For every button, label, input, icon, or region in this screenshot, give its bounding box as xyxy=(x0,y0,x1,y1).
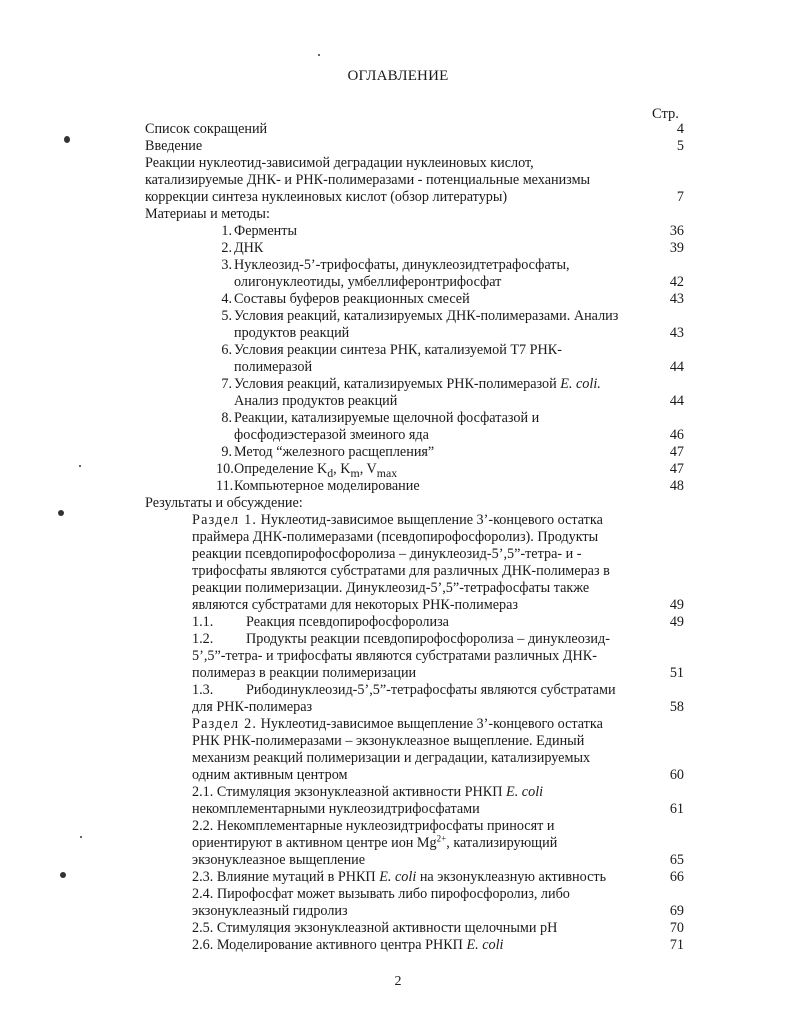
toc-entry-abbreviations: Список сокращений 4 xyxy=(145,121,684,137)
toc-page-number: 42 xyxy=(669,274,684,290)
toc-page-number: 5 xyxy=(676,138,684,154)
toc-entry-section-2-cont: механизм реакций полимеризации и деградации, катализируемых xyxy=(192,750,591,766)
toc-entry-1-2-cont: 5’,5”-тетра- и трифосфаты являются субстратами различных ДНК- xyxy=(192,648,597,664)
toc-entry-section-2-cont: одним активным центром 60 xyxy=(192,767,684,783)
scan-speck xyxy=(58,510,64,516)
toc-entry-method-8: 8. Реакции, катализируемые щелочной фосфатазой и xyxy=(221,410,540,426)
scan-speck xyxy=(318,54,320,56)
toc-entry-review: Реакции нуклеотид-зависимой деградации нуклеиновых кислот, xyxy=(145,155,534,171)
toc-entry-section-2-cont: РНК РНК-полимеразами – экзонуклеазное выщепление. Единый xyxy=(192,733,585,749)
toc-entry-method-7-cont: Анализ продуктов реакций 44 xyxy=(234,393,684,409)
toc-entry-2-3: 2.3. Влияние мутаций в РНКП E. coli на экзонуклеазную активность 66 xyxy=(192,869,684,885)
toc-page-number: 43 xyxy=(669,291,684,307)
toc-entry-methods: Материаы и методы: xyxy=(145,206,270,222)
toc-page-number: 44 xyxy=(669,393,684,409)
toc-entry-method-1: 1. Ферменты 36 xyxy=(221,223,684,239)
toc-entry-section-2: Раздел 2. Нуклеотид-зависимое выщепление 3’-концевого остатка xyxy=(192,716,603,732)
toc-entry-1-1: 1.1. Реакция псевдопирофосфоролиза 49 xyxy=(192,614,684,630)
scan-speck xyxy=(60,872,66,878)
toc-page-number: 36 xyxy=(669,223,684,239)
toc-entry-review-cont: коррекции синтеза нуклеиновых кислот (обзор литературы) 7 xyxy=(145,189,684,205)
toc-page-number: 44 xyxy=(669,359,684,375)
toc-page-number: 43 xyxy=(669,325,684,341)
toc-page-number: 51 xyxy=(669,665,684,681)
scan-speck xyxy=(64,136,70,143)
toc-page-number: 60 xyxy=(669,767,684,783)
toc-entry-method-5-cont: продуктов реакций 43 xyxy=(234,325,684,341)
toc-entry-2-6: 2.6. Моделирование активного центра РНКП E. coli 71 xyxy=(192,937,684,953)
toc-entry-section-1-cont: трифосфаты являются субстратами для различных ДНК-полимераз в xyxy=(192,563,610,579)
toc-page-number: 70 xyxy=(669,920,684,936)
toc-entry-method-7: 7. Условия реакций, катализируемых РНК-полимеразой E. coli. xyxy=(221,376,601,392)
toc-page-number: 69 xyxy=(669,903,684,919)
toc-page-number: 49 xyxy=(669,614,684,630)
toc-entry-method-3: 3. Нуклеозид-5’-трифосфаты, динуклеозидтетрафосфаты, xyxy=(221,257,570,273)
toc-page-number: 58 xyxy=(669,699,684,715)
toc-page-number: 47 xyxy=(669,444,684,460)
toc-page-number: 71 xyxy=(669,937,684,953)
toc-entry-method-10: 10. Определение $K_d$, $K_m$, $V_{max}$ 47 xyxy=(216,461,684,480)
toc-entry-2-4: 2.4. Пирофосфат может вызывать либо пирофосфоролиз, либо xyxy=(192,886,570,902)
page-title: ОГЛАВЛЕНИЕ xyxy=(347,68,449,84)
toc-page-number: 39 xyxy=(669,240,684,256)
toc-entry-section-1-cont: праймера ДНК-полимеразами (псевдопирофосфоролиз). Продукты xyxy=(192,529,599,545)
toc-entry-2-1: 2.1. Стимуляция экзонуклеазной активности РНКП E. coli xyxy=(192,784,544,800)
toc-entry-introduction: Введение 5 xyxy=(145,138,684,154)
toc-entry-method-3-cont: олигонуклеотиды, умбеллиферонтрифосфат 42 xyxy=(234,274,684,290)
scan-speck xyxy=(79,465,81,467)
toc-entry-review-cont: катализируемые ДНК- и РНК-полимеразами - потенциальные механизмы xyxy=(145,172,591,188)
toc-page-number: 48 xyxy=(669,478,684,494)
toc-entry-2-2-cont: ориентируют в активном центре ион $Mg^{2+}$, катализирующий xyxy=(192,833,558,851)
toc-entry-method-4: 4. Составы буферов реакционных смесей 43 xyxy=(221,291,684,307)
toc-entry-method-5: 5. Условия реакций, катализируемых ДНК-полимеразами. Анализ xyxy=(221,308,619,324)
toc-entry-1-2-cont: полимераз в реакции полимеризации 51 xyxy=(192,665,684,681)
toc-page-number: 4 xyxy=(676,121,684,137)
toc-page-number: 49 xyxy=(669,597,684,613)
toc-entry-method-9: 9. Метод “железного расщепления” 47 xyxy=(221,444,684,460)
toc-entry-2-5: 2.5. Стимуляция экзонуклеазной активности щелочными pH 70 xyxy=(192,920,684,936)
toc-entry-2-4-cont: экзонуклеазный гидролиз 69 xyxy=(192,903,684,919)
toc-entry-2-2-cont: экзонуклеазное выщепление 65 xyxy=(192,852,684,868)
toc-entry-method-2: 2. ДНК 39 xyxy=(221,240,684,256)
toc-page-number: 7 xyxy=(676,189,684,205)
toc-entry-method-8-cont: фосфодиэстеразой змеиного яда 46 xyxy=(234,427,684,443)
toc-entry-1-2: 1.2. Продукты реакции псевдопирофосфоролиза – динуклеозид- xyxy=(192,631,610,647)
toc-page-number: 47 xyxy=(669,461,684,477)
toc-page-number: 61 xyxy=(669,801,684,817)
toc-entry-section-1-cont: являются субстратами для некоторых РНК-полимераз 49 xyxy=(192,597,684,613)
toc-page-number: 66 xyxy=(669,869,684,885)
table-of-contents xyxy=(0,121,796,954)
toc-entry-method-6: 6. Условия реакции синтеза РНК, катализуемой Т7 РНК- xyxy=(221,342,562,358)
toc-entry-1-3-cont: для РНК-полимераз 58 xyxy=(192,699,684,715)
toc-page-number: 46 xyxy=(669,427,684,443)
toc-entry-section-1-cont: реакции псевдопирофосфоролиза – динуклеозид-5’,5”-тетра- и - xyxy=(192,546,582,562)
toc-entry-1-3: 1.3. Рибодинуклеозид-5’,5”-тетрафосфаты являются субстратами xyxy=(192,682,616,698)
toc-entry-results: Результаты и обсуждение: xyxy=(145,495,303,511)
toc-entry-2-2: 2.2. Некомплементарные нуклеозидтрифосфаты приносят и xyxy=(192,818,555,834)
scan-speck xyxy=(80,836,82,838)
toc-entry-section-1-cont: реакции полимеризации. Динуклеозид-5’,5”-тетрафосфаты также xyxy=(192,580,590,596)
toc-entry-section-1: Раздел 1. Нуклеотид-зависимое выщепление 3’-концевого остатка xyxy=(192,512,603,528)
toc-page-number: 65 xyxy=(669,852,684,868)
toc-entry-method-11: 11. Компьютерное моделирование 48 xyxy=(216,478,684,494)
page-number: 2 xyxy=(394,974,402,989)
toc-entry-2-1-cont: некомплементарными нуклеозидтрифосфатами 61 xyxy=(192,801,684,817)
toc-entry-method-6-cont: полимеразой 44 xyxy=(234,359,684,375)
page-column-header: Стр. xyxy=(652,106,679,122)
